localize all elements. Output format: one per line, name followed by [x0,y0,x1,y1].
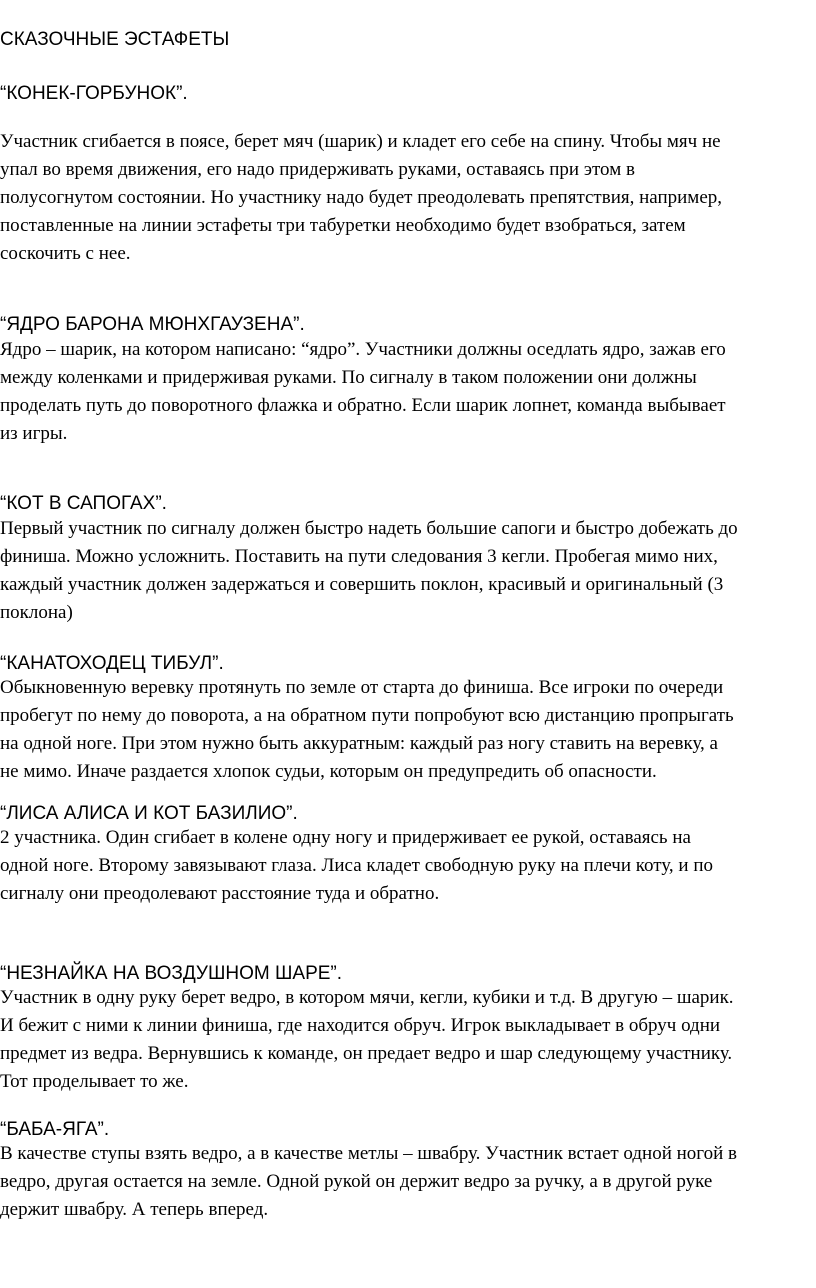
section-heading-neznayka: “НЕЗНАЙКА НА ВОЗДУШНОМ ШАРЕ”. [0,963,343,984]
text-line: упал во время движения, его надо придерживать руками, оставаясь при этом в [0,159,635,180]
text-line: предмет из ведра. Вернувшись к команде, он предает ведро и шар следующему участнику. [0,1043,733,1064]
section-body-neznayka [0,984,816,1096]
section-body-kanatohodets-tibul [0,674,816,786]
text-line: Тот проделывает то же. [0,1071,189,1092]
text-line: финиша. Можно усложнить. Поставить на пути следования 3 кегли. Пробегая мимо них, [0,546,718,567]
text-line: Ядро – шарик, на котором написано: “ядро”. Участники должны оседлать ядро, зажав его [0,339,726,360]
text-line: каждый участник должен задержаться и совершить поклон, красивый и оригинальный (3 [0,574,724,595]
text-line: Обыкновенную веревку протянуть по земле от старта до финиша. Все игроки по очереди [0,677,724,698]
section-body-kot-v-sapogah [0,515,816,627]
text-line: полусогнутом состоянии. Но участнику надо будет преодолевать препятствия, например, [0,187,723,208]
section-heading-lisa-alisa: “ЛИСА АЛИСА И КОТ БАЗИЛИО”. [0,803,298,824]
text-line: Первый участник по сигналу должен быстро надеть большие сапоги и быстро добежать до [0,518,738,539]
text-line: соскочить с нее. [0,243,131,264]
text-line: Участник сгибается в поясе, берет мяч (шарик) и кладет его себе на спину. Чтобы мяч не [0,131,721,152]
text-line: поставленные на линии эстафеты три табуретки необходимо будет взобраться, затем [0,215,686,236]
text-line: В качестве ступы взять ведро, а в качестве метлы – швабру. Участник встает одной ногой в [0,1143,738,1164]
text-line: не мимо. Иначе раздается хлопок судьи, которым он предупредить об опасности. [0,761,657,782]
text-line: 2 участника. Один сгибает в колене одну ногу и придерживает ее рукой, оставаясь на [0,827,691,848]
text-line: из игры. [0,423,68,444]
section-body-yadro-barona [0,336,816,448]
text-line: между коленками и придерживая руками. По сигналу в таком положении они должны [0,367,697,388]
section-body-lisa-alisa [0,824,816,908]
text-line: на одной ноге. При этом нужно быть аккуратным: каждый раз ногу ставить на веревку, а [0,733,718,754]
text-line: ведро, другая остается на земле. Одной рукой он держит ведро за ручку, а в другой руке [0,1171,713,1192]
text-line: держит швабру. А теперь вперед. [0,1199,269,1220]
section-heading-kanatohodets-tibul: “КАНАТОХОДЕЦ ТИБУЛ”. [0,653,224,674]
text-line: И бежит с ними к линии финиша, где находится обруч. Игрок выкладывает в обруч одни [0,1015,721,1036]
section-body-konek-gorbunok [0,128,816,268]
text-line: поклона) [0,602,73,623]
section-heading-yadro-barona: “ЯДРО БАРОНА МЮНХГАУЗЕНА”. [0,314,305,335]
document-title: СКАЗОЧНЫЕ ЭСТАФЕТЫ [0,29,230,50]
section-body-baba-yaga [0,1140,816,1224]
section-heading-baba-yaga: “БАБА-ЯГА”. [0,1119,110,1140]
text-line: проделать путь до поворотного флажка и обратно. Если шарик лопнет, команда выбывает [0,395,726,416]
text-line: сигналу они преодолевают расстояние туда и обратно. [0,883,440,904]
section-heading-kot-v-sapogah: “КОТ В САПОГАХ”. [0,493,167,514]
text-line: одной ноге. Второму завязывают глаза. Лиса кладет свободную руку на плечи коту, и по [0,855,714,876]
text-line: Участник в одну руку берет ведро, в котором мячи, кегли, кубики и т.д. В другую – шарик. [0,987,734,1008]
text-line: пробегут по нему до поворота, а на обратном пути попробуют всю дистанцию пропрыгать [0,705,734,726]
section-heading-konek-gorbunok: “КОНЕК-ГОРБУНОК”. [0,83,188,104]
